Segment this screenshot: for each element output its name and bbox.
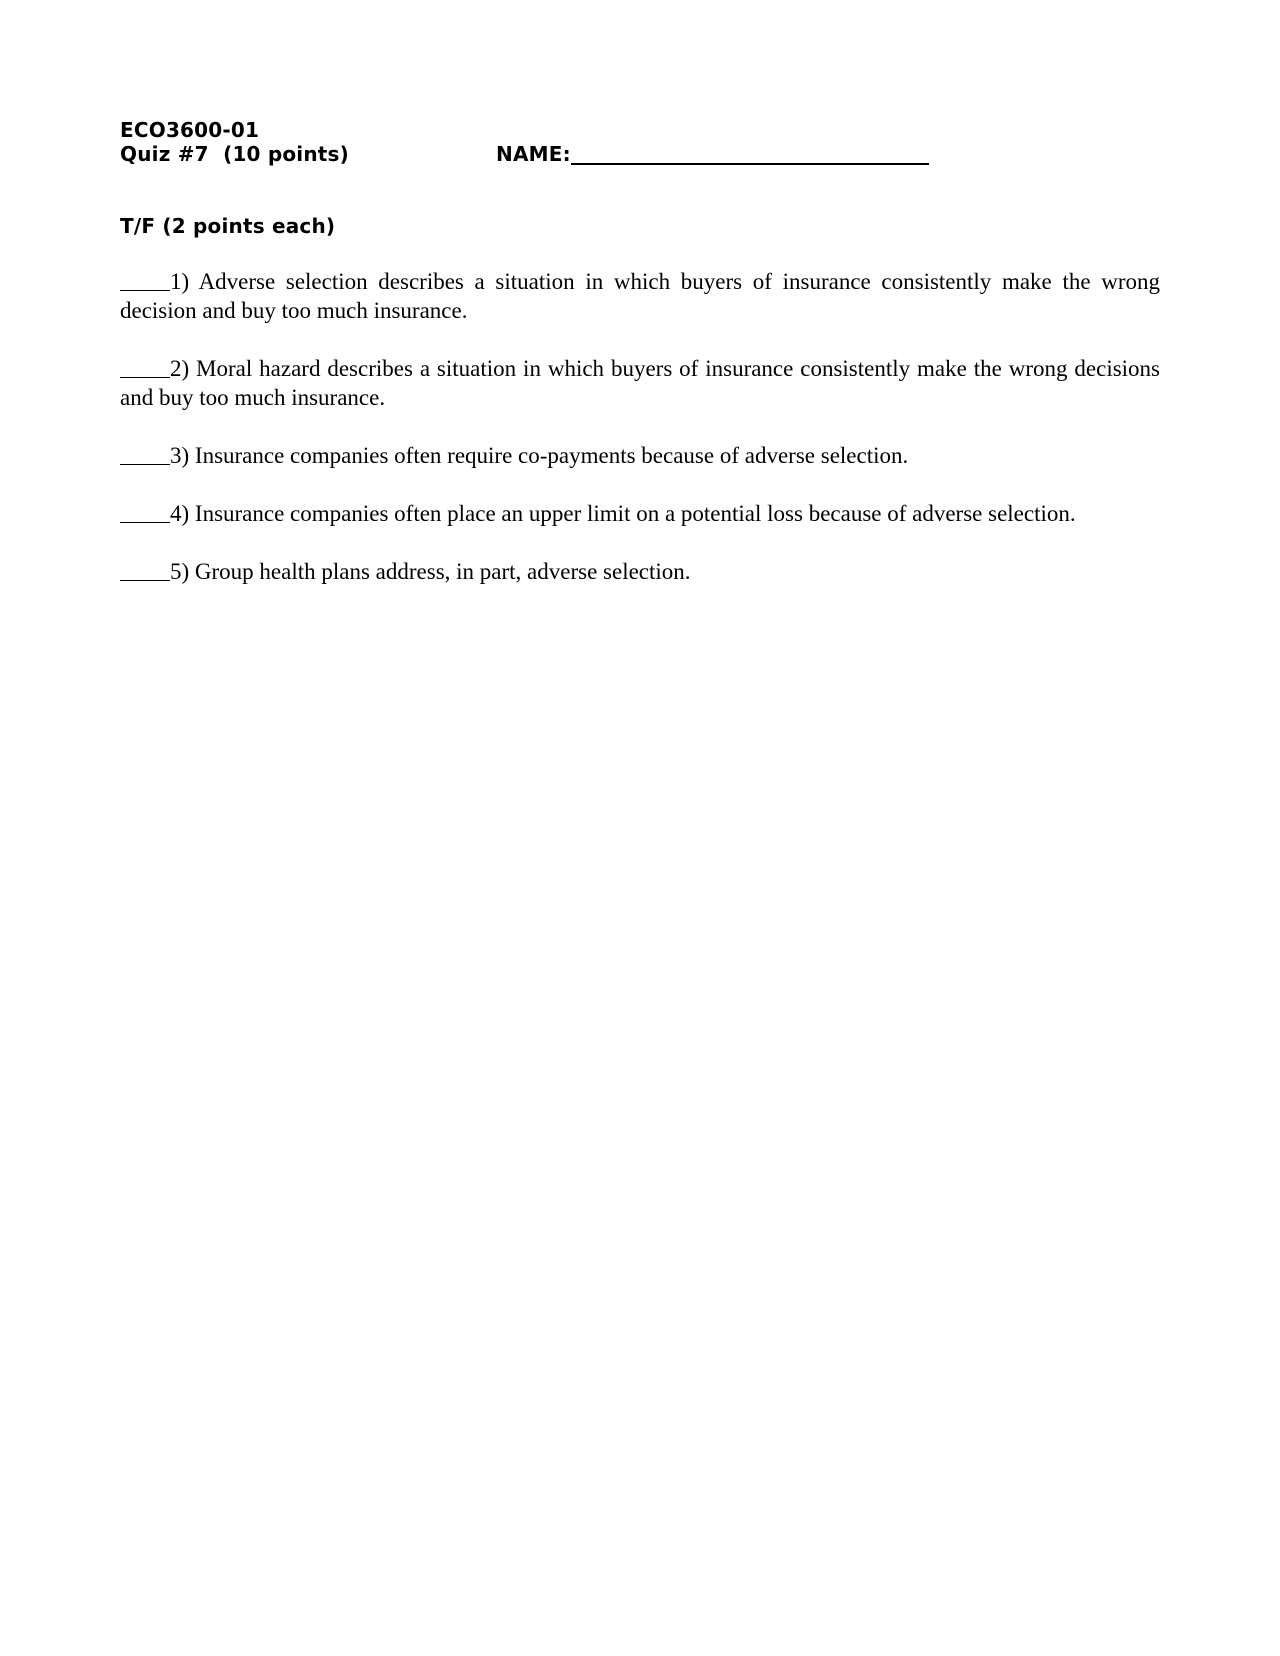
answer-blank-5[interactable] xyxy=(120,560,170,581)
question-text-2: 2) Moral hazard describes a situation in which buyers of insurance consistently make the wrong decisions and buy too much insurance. xyxy=(120,356,1160,410)
answer-blank-4[interactable] xyxy=(120,502,170,523)
question-text-5: 5) Group health plans address, in part, adverse selection. xyxy=(170,559,691,584)
section-heading: T/F (2 points each) xyxy=(120,214,336,238)
quiz-document xyxy=(120,118,1160,615)
question-text-3: 3) Insurance companies often require co-payments because of adverse selection. xyxy=(170,443,909,468)
answer-blank-1[interactable] xyxy=(120,270,170,291)
question-5 xyxy=(120,557,1160,586)
question-4 xyxy=(120,499,1160,528)
question-text-4: 4) Insurance companies often place an upper limit on a potential loss because of adverse selection. xyxy=(170,501,1076,526)
name-label: NAME: xyxy=(496,142,571,166)
question-3 xyxy=(120,441,1160,470)
question-1 xyxy=(120,267,1160,325)
question-list xyxy=(120,267,1160,586)
quiz-title: Quiz #7 (10 points) xyxy=(120,142,349,166)
course-code: ECO3600-01 xyxy=(120,118,260,142)
question-text-1: 1) Adverse selection describes a situation in which buyers of insurance consistently make the wrong decision and buy too much insurance. xyxy=(120,269,1160,323)
answer-blank-3[interactable] xyxy=(120,444,170,465)
name-answer-line[interactable] xyxy=(571,143,929,165)
answer-blank-2[interactable] xyxy=(120,357,170,378)
question-2 xyxy=(120,354,1160,412)
quiz-header-line xyxy=(120,142,1160,166)
